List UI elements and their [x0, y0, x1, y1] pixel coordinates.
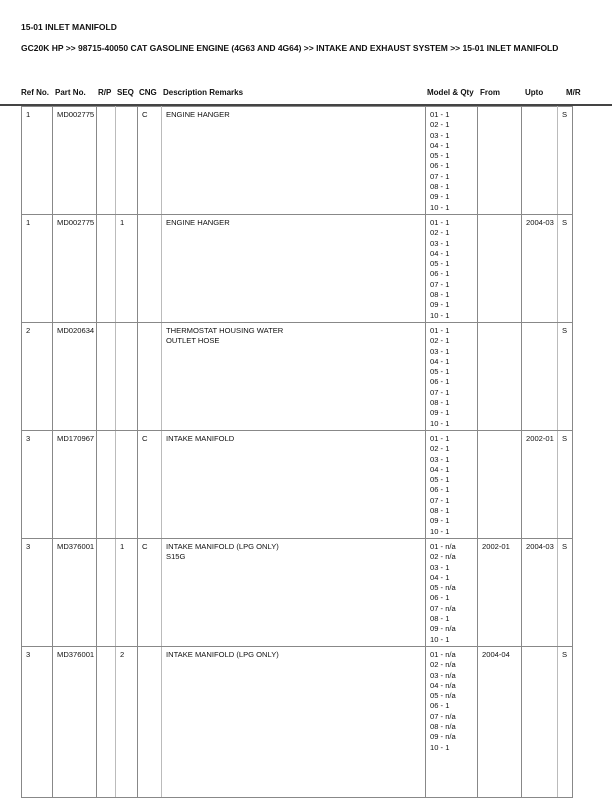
model-qty-line: 10 - 1: [430, 742, 450, 752]
model-qty-line: 07 - 1: [430, 387, 450, 397]
description-cell: INTAKE MANIFOLD (LPG ONLY): [162, 647, 426, 798]
model-qty-line: 10 - 1: [430, 202, 450, 212]
table-row: [22, 215, 573, 323]
model-qty-line: 07 - 1: [430, 171, 450, 181]
model-qty-line: 03 - 1: [430, 454, 450, 464]
upto-cell: 2004-03: [522, 539, 558, 647]
model-qty-line: 06 - 1: [430, 269, 450, 279]
model-qty-line: 04 - n/a: [430, 680, 456, 690]
from-cell: [478, 215, 522, 323]
header-from: From: [480, 88, 500, 97]
description-cell: THERMOSTAT HOUSING WATER OUTLET HOSE: [162, 323, 426, 431]
mr-cell: S: [558, 107, 573, 215]
model-qty-line: 06 - 1: [430, 377, 450, 387]
model-qty-line: 09 - 1: [430, 192, 450, 202]
from-cell: 2002-01: [478, 539, 522, 647]
model-qty-line: 04 - 1: [430, 572, 450, 582]
ref-no-cell: 1: [22, 215, 53, 323]
model-qty-line: 06 - 1: [430, 701, 450, 711]
model-qty-line: 05 - 1: [430, 475, 450, 485]
model-qty-line: 10 - 1: [430, 310, 450, 320]
header-part-no: Part No.: [55, 88, 86, 97]
seq-cell: [116, 323, 138, 431]
from-cell: 2004-04: [478, 647, 522, 798]
model-qty-line: 02 - 1: [430, 228, 450, 238]
model-qty-cell: [426, 215, 478, 323]
model-qty-line: 01 - 1: [430, 110, 450, 119]
description-cell: INTAKE MANIFOLD (LPG ONLY) S15G: [162, 539, 426, 647]
model-qty-line: 09 - 1: [430, 408, 450, 418]
breadcrumb: GC20K HP >> 98715-40050 CAT GASOLINE ENGINE (4G63 AND 4G64) >> INTAKE AND EXHAUST SYSTEM >> 15-01 INLET MANIFOLD: [21, 43, 559, 53]
description-cell: INTAKE MANIFOLD: [162, 431, 426, 539]
model-qty-line: 02 - 1: [430, 444, 450, 454]
model-qty-line: 02 - 1: [430, 120, 450, 130]
model-qty-line: 03 - 1: [430, 562, 450, 572]
rp-cell: [97, 431, 116, 539]
model-qty-cell: [426, 647, 478, 798]
rp-cell: [97, 647, 116, 798]
table-header: [0, 88, 612, 102]
ref-no-cell: 1: [22, 107, 53, 215]
rp-cell: [97, 323, 116, 431]
seq-cell: 1: [116, 215, 138, 323]
cng-cell: C: [138, 107, 162, 215]
model-qty-line: 01 - 1: [430, 434, 450, 443]
seq-cell: 2: [116, 647, 138, 798]
model-qty-line: 06 - 1: [430, 593, 450, 603]
model-qty-line: 05 - 1: [430, 367, 450, 377]
model-qty-line: 04 - 1: [430, 356, 450, 366]
ref-no-cell: 3: [22, 647, 53, 798]
parts-table: [21, 106, 573, 798]
model-qty-line: 05 - n/a: [430, 691, 456, 701]
model-qty-line: 01 - n/a: [430, 542, 456, 551]
mr-cell: S: [558, 539, 573, 647]
cng-cell: [138, 647, 162, 798]
model-qty-line: 03 - 1: [430, 130, 450, 140]
ref-no-cell: 2: [22, 323, 53, 431]
cng-cell: [138, 323, 162, 431]
model-qty-line: 02 - n/a: [430, 660, 456, 670]
rp-cell: [97, 539, 116, 647]
model-qty-line: 09 - 1: [430, 516, 450, 526]
model-qty-cell: [426, 539, 478, 647]
model-qty-line: 08 - 1: [430, 506, 450, 516]
header-rp: R/P: [98, 88, 112, 97]
model-qty-line: 02 - n/a: [430, 552, 456, 562]
header-mr: M/R: [566, 88, 581, 97]
cng-cell: [138, 215, 162, 323]
model-qty-line: 08 - 1: [430, 398, 450, 408]
header-cng: CNG: [139, 88, 157, 97]
from-cell: [478, 107, 522, 215]
cng-cell: C: [138, 431, 162, 539]
from-cell: [478, 323, 522, 431]
upto-cell: 2002-01: [522, 431, 558, 539]
ref-no-cell: 3: [22, 539, 53, 647]
seq-cell: 1: [116, 539, 138, 647]
cng-cell: C: [138, 539, 162, 647]
upto-cell: [522, 323, 558, 431]
model-qty-line: 09 - n/a: [430, 624, 456, 634]
model-qty-cell: [426, 431, 478, 539]
table-row: [22, 107, 573, 215]
model-qty-line: 08 - 1: [430, 290, 450, 300]
table-row: [22, 647, 573, 798]
model-qty-line: 10 - 1: [430, 526, 450, 536]
table-row: [22, 431, 573, 539]
model-qty-line: 10 - 1: [430, 634, 450, 644]
page-title: 15-01 INLET MANIFOLD: [21, 22, 117, 32]
part-no-cell: MD376001: [53, 539, 97, 647]
mr-cell: S: [558, 431, 573, 539]
model-qty-line: 03 - 1: [430, 238, 450, 248]
from-cell: [478, 431, 522, 539]
table-row: [22, 539, 573, 647]
model-qty-line: 08 - 1: [430, 614, 450, 624]
ref-no-cell: 3: [22, 431, 53, 539]
part-no-cell: MD020634: [53, 323, 97, 431]
model-qty-line: 02 - 1: [430, 336, 450, 346]
upto-cell: 2004-03: [522, 215, 558, 323]
model-qty-line: 07 - 1: [430, 279, 450, 289]
header-ref-no: Ref No.: [21, 88, 49, 97]
model-qty-line: 06 - 1: [430, 485, 450, 495]
model-qty-line: 08 - n/a: [430, 722, 456, 732]
header-seq: SEQ: [117, 88, 134, 97]
seq-cell: [116, 431, 138, 539]
model-qty-cell: [426, 107, 478, 215]
model-qty-line: 01 - 1: [430, 218, 450, 227]
seq-cell: [116, 107, 138, 215]
upto-cell: [522, 647, 558, 798]
model-qty-line: 06 - 1: [430, 161, 450, 171]
model-qty-line: 10 - 1: [430, 418, 450, 428]
header-description: Description Remarks: [163, 88, 244, 97]
part-no-cell: MD376001: [53, 647, 97, 798]
model-qty-line: 07 - 1: [430, 495, 450, 505]
model-qty-line: 07 - n/a: [430, 603, 456, 613]
model-qty-line: 05 - 1: [430, 151, 450, 161]
mr-cell: S: [558, 215, 573, 323]
part-no-cell: MD170967: [53, 431, 97, 539]
model-qty-line: 09 - n/a: [430, 732, 456, 742]
model-qty-line: 04 - 1: [430, 140, 450, 150]
table-row: [22, 323, 573, 431]
model-qty-line: 03 - 1: [430, 346, 450, 356]
model-qty-line: 04 - 1: [430, 464, 450, 474]
model-qty-line: 04 - 1: [430, 248, 450, 258]
header-upto: Upto: [525, 88, 544, 97]
model-qty-line: 07 - n/a: [430, 711, 456, 721]
header-model-qty: Model & Qty: [427, 88, 474, 97]
model-qty-line: 08 - 1: [430, 182, 450, 192]
model-qty-line: 03 - n/a: [430, 670, 456, 680]
description-cell: ENGINE HANGER: [162, 215, 426, 323]
model-qty-line: 01 - n/a: [430, 650, 456, 659]
rp-cell: [97, 215, 116, 323]
model-qty-line: 09 - 1: [430, 300, 450, 310]
part-no-cell: MD002775: [53, 107, 97, 215]
part-no-cell: MD002775: [53, 215, 97, 323]
model-qty-cell: [426, 323, 478, 431]
mr-cell: S: [558, 647, 573, 798]
upto-cell: [522, 107, 558, 215]
description-cell: ENGINE HANGER: [162, 107, 426, 215]
mr-cell: S: [558, 323, 573, 431]
model-qty-line: 01 - 1: [430, 326, 450, 335]
rp-cell: [97, 107, 116, 215]
model-qty-line: 05 - 1: [430, 259, 450, 269]
model-qty-line: 05 - n/a: [430, 583, 456, 593]
